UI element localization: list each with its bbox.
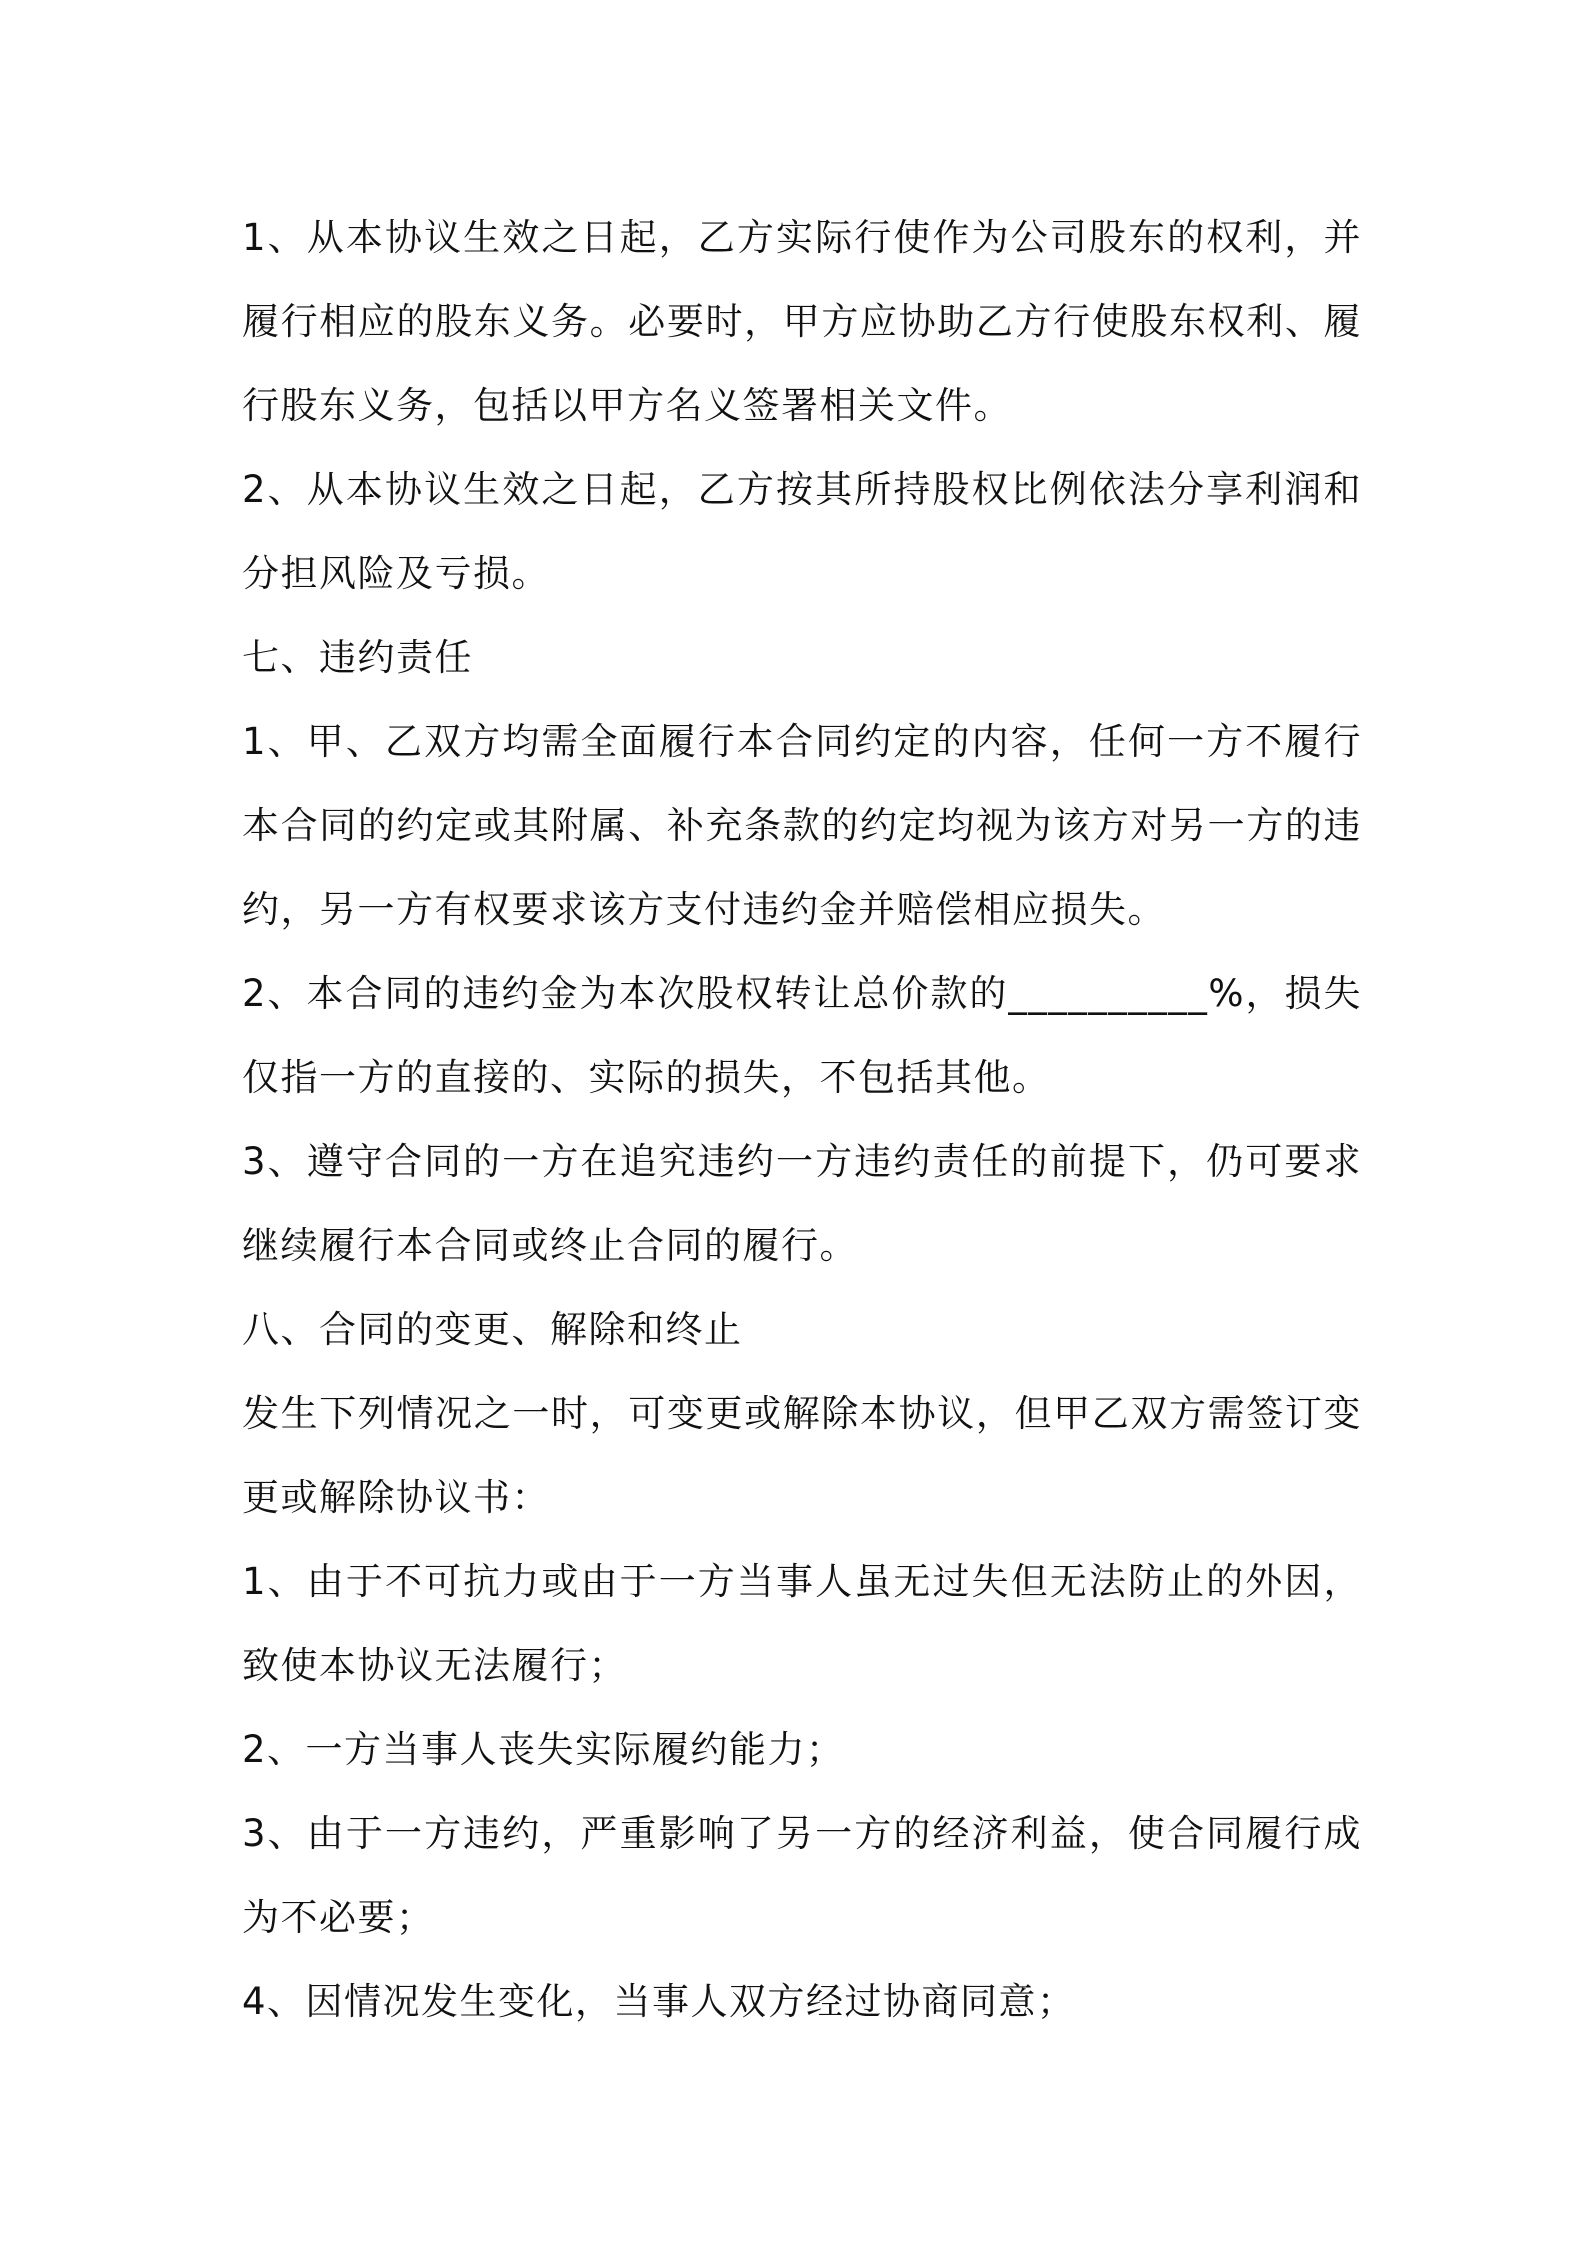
section-heading-contract-change: 八、合同的变更、解除和终止 — [242, 1308, 743, 1351]
paragraph-profit-sharing: 2、从本协议生效之日起，乙方按其所持股权比例依法分享利润和分担风险及亏损。 — [242, 468, 1362, 595]
paragraph-continued-performance: 3、遵守合同的一方在追究违约一方违约责任的前提下，仍可要求继续履行本合同或终止合同的履行。 — [242, 1140, 1362, 1267]
list-item-mutual-agreement: 4、因情况发生变化，当事人双方经过协商同意； — [242, 1980, 1076, 2023]
list-item-loss-of-capacity: 2、一方当事人丧失实际履约能力； — [242, 1728, 845, 1771]
paragraph-shareholder-rights: 1、从本协议生效之日起，乙方实际行使作为公司股东的权利，并履行相应的股东义务。必要时，甲方应协助乙方行使股东权利、履行股东义务，包括以甲方名义签署相关文件。 — [242, 216, 1362, 427]
list-item-breach-impact: 3、由于一方违约，严重影响了另一方的经济利益，使合同履行成为不必要； — [242, 1812, 1362, 1939]
document-body — [242, 196, 1362, 2044]
paragraph-breach-definition: 1、甲、乙双方均需全面履行本合同约定的内容，任何一方不履行本合同的约定或其附属、补充条款的约定均视为该方对另一方的违约，另一方有权要求该方支付违约金并赔偿相应损失。 — [242, 720, 1362, 931]
section-heading-breach-liability: 七、违约责任 — [242, 636, 473, 679]
paragraph-penalty-rate: 2、本合同的违约金为本次股权转让总价款的__________%，损失仅指一方的直接的、实际的损失，不包括其他。 — [242, 972, 1362, 1099]
list-item-force-majeure: 1、由于不可抗力或由于一方当事人虽无过失但无法防止的外因，致使本协议无法履行； — [242, 1560, 1362, 1687]
paragraph-change-conditions-intro: 发生下列情况之一时，可变更或解除本协议，但甲乙双方需签订变更或解除协议书： — [242, 1392, 1362, 1519]
